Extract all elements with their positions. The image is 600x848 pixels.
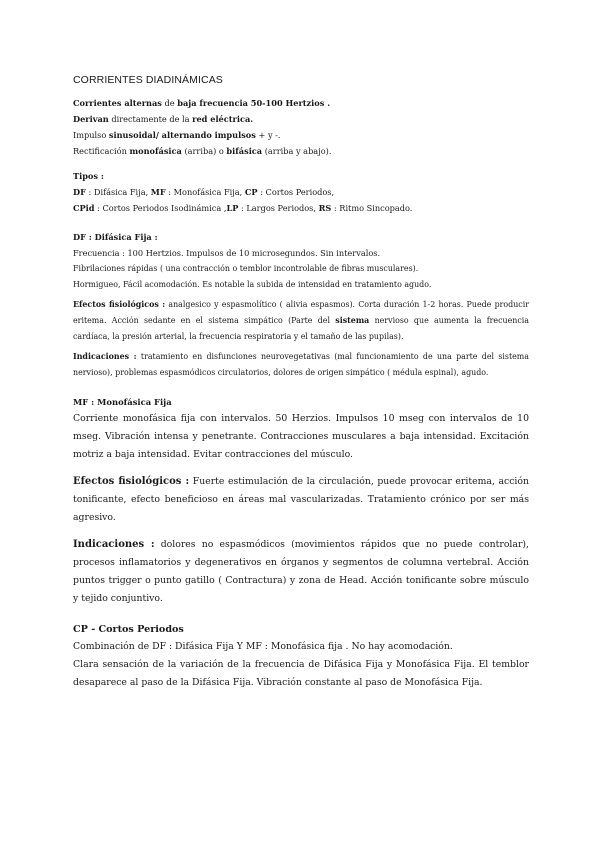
mf-section	[73, 394, 529, 608]
mf-indicaciones: Indicaciones : dolores no espasmódicos (movimientos rápidos que no puede controlar), procesos inflamatorios y degenerativos en órganos y segmentos de columna vertebral. Acción puntos trigger o punto gatillo ( Contractura) y zona de Head. Acción tonificante sobre músculo y tejido conjuntivo.	[73, 539, 529, 604]
df-indicaciones-label: Indicaciones :	[73, 352, 137, 361]
page-title: CORRIENTES DIADINÁMICAS	[73, 74, 223, 86]
tipos-line-1: DF : Difásica Fija, MF : Monofásica Fija, CP : Cortos Periodos,	[73, 187, 335, 197]
mf-body: Corriente monofásica fija con intervalos. 50 Herzios. Impulsos 10 mseg con intervalos de 10 mseg. Vibración intensa y penetrante. Contracciones musculares a baja intensidad. Excitación motriz a baja intensidad. Evitar contracciones del músculo.	[73, 413, 529, 460]
intro-line-1: Corrientes alternas de baja frecuencia 50-100 Hertzios .	[73, 98, 331, 108]
df-section	[73, 229, 529, 381]
intro-line-2: Derivan directamente de la red eléctrica.	[73, 114, 254, 124]
tipos-line-2: CPid : Cortos Periodos Isodinámica ,LP : Largos Periodos, RS : Ritmo Sincopado.	[73, 203, 413, 213]
mf-efectos: Efectos fisiológicos : Fuerte estimulación de la circulación, puede provocar eritema, acción tonificante, efecto beneficioso en áreas mal vascularizadas. Tratamiento crónico por ser más agresivo.	[73, 476, 529, 523]
df-efectos: Efectos fisiológicos : analgesico y espasmolítico ( alivia espasmos). Corta duración 1-2 horas. Puede producir eritema. Acción sedante en el sistema simpático (Parte del sistema nervioso que aumenta la frecuencia cardíaca, la presión arterial, la frecuencia respiratoria y el tamaño de las pupilas).	[73, 300, 529, 341]
cp-line-1: Combinación de DF : Difásica Fija Y MF : Monofásica fija . No hay acomodación.	[73, 641, 453, 652]
intro-line-4: Rectificación monofásica (arriba) o bifásica (arriba y abajo).	[73, 146, 332, 156]
intro-section	[73, 95, 529, 159]
document-page	[73, 74, 529, 692]
mf-indicaciones-label: Indicaciones :	[73, 539, 155, 550]
cp-section	[73, 621, 529, 692]
cp-heading: CP - Cortos Periodos	[73, 624, 184, 635]
mf-efectos-label: Efectos fisiológicos :	[73, 476, 190, 487]
tipos-section	[73, 168, 529, 216]
cp-body: Clara sensación de la variación de la frecuencia de Difásica Fija y Monofásica Fija. El temblor desaparece al paso de la Difásica Fija. Vibración constante al paso de Monofásica Fija.	[73, 659, 529, 688]
df-indicaciones: Indicaciones : tratamiento en disfunciones neurovegetativas (mal funcionamiento de una parte del sistema nervioso), problemas espasmódicos circulatorios, dolores de origen simpático ( médula espinal), agudo.	[73, 352, 529, 377]
mf-heading: MF : Monofásica Fija	[73, 397, 172, 407]
tipos-heading: Tipos :	[73, 171, 104, 181]
df-line-3: Hormigueo, Fácil acomodación. Es notable la subida de intensidad en tratamiento agudo.	[73, 280, 432, 289]
df-line-1: Frecuencia : 100 Hertzios. Impulsos de 10 microsegundos. Sin intervalos.	[73, 248, 381, 258]
df-heading: DF : Difásica Fija :	[73, 232, 158, 242]
df-efectos-label: Efectos fisiológicos :	[73, 300, 166, 309]
intro-line-3: Impulso sinusoidal/ alternando impulsos + y -.	[73, 130, 281, 140]
df-line-2: Fibrilaciones rápidas ( una contracción o temblor incontrolable de fibras musculares).	[73, 264, 419, 273]
